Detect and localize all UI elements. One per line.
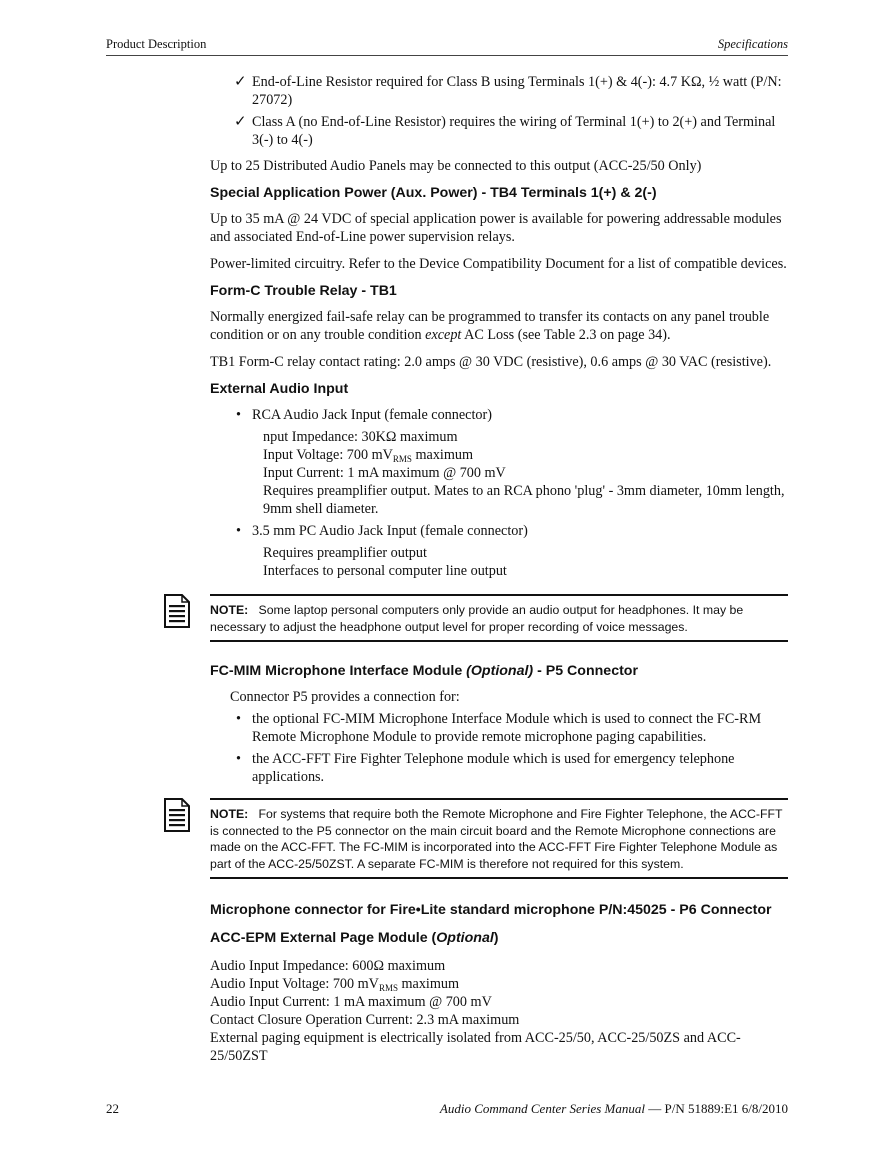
- list-item: [210, 710, 788, 746]
- pc-preamp: Requires preamplifier output: [263, 545, 427, 561]
- checkmark-icon: ✓: [234, 114, 247, 130]
- text-run: ACC-EPM External Page Module (: [210, 930, 437, 946]
- text-run: Normally energized fail-safe relay can be programmed to transfer its contacts on any panel trouble condition or on any trouble condition: [210, 309, 770, 343]
- emphasis-optional: (Optional): [466, 663, 534, 679]
- heading-fc-mim: [210, 662, 788, 680]
- list-item: [210, 522, 788, 540]
- heading-external-audio-input: External Audio Input: [210, 381, 349, 397]
- text-run: - P5 Connector: [533, 663, 638, 679]
- text-run: Input Voltage: 700 mV: [263, 447, 393, 463]
- footer-manual-info: [440, 1101, 788, 1117]
- check-item: [210, 73, 788, 109]
- rca-preamp: Requires preamplifier output. Mates to an RCA phono 'plug' - 3mm diameter, 10mm length, 9mm shell diameter.: [263, 483, 785, 517]
- paragraph-panels: Up to 25 Distributed Audio Panels may be connected to this output (ACC-25/50 Only): [210, 158, 702, 174]
- check-item-text: Class A (no End-of-Line Resistor) requires the wiring of Terminal 1(+) to 2(+) and Terminal 3(-) to 4(-): [252, 114, 776, 148]
- subscript: RMS: [378, 983, 398, 993]
- manual-part-number: — P/N 51889:E1 6/8/2010: [644, 1101, 788, 1116]
- text-run: Audio Input Voltage: 700 mV: [210, 976, 379, 992]
- note-text: For systems that require both the Remote Microphone and Fire Fighter Telephone, the ACC-FFT is connected to the P5 connector on the main circuit board and the Remote Microphone connections are made on the ACC-FFT. The FC-MIM is incorporated into the ACC-FFT Fire Fighter Telephone Module as part of the ACC-25/50ZST. A separate FC-MIM is therefore not required for this system.: [210, 807, 783, 871]
- emphasis-except: except: [425, 327, 462, 343]
- list-item: [210, 406, 788, 424]
- list-item: [210, 750, 788, 786]
- check-item: [210, 113, 788, 149]
- note-label: NOTE:: [210, 807, 249, 821]
- rca-impedance: nput Impedance: 30KΩ maximum: [263, 429, 458, 445]
- heading-acc-epm: [210, 929, 788, 947]
- paragraph-form-c-1: [210, 308, 788, 344]
- bullet-icon: •: [236, 523, 241, 539]
- paragraph-fc-mim-intro: Connector P5 provides a connection for:: [230, 689, 460, 705]
- running-header-left: Product Description: [106, 37, 207, 51]
- list-item-text: the optional FC-MIM Microphone Interface Module which is used to connect the FC-RM Remote Microphone Module to provide remote microphone paging capabilities.: [252, 711, 762, 745]
- text-run: maximum: [411, 447, 474, 463]
- epm-current: Audio Input Current: 1 mA maximum @ 700 mV: [210, 994, 492, 1010]
- note-box: [210, 594, 788, 642]
- heading-form-c-relay: Form-C Trouble Relay - TB1: [210, 283, 397, 299]
- epm-specs: [210, 957, 788, 1065]
- text-run: maximum: [397, 976, 460, 992]
- list-item-text: the ACC-FFT Fire Fighter Telephone module which is used for emergency telephone applications.: [252, 751, 735, 785]
- rca-voltage: [263, 446, 788, 464]
- text-run: FC-MIM Microphone Interface Module: [210, 663, 467, 679]
- bullet-icon: •: [236, 711, 241, 727]
- manual-title: Audio Command Center Series Manual: [439, 1101, 645, 1116]
- running-header-right: Specifications: [717, 37, 788, 51]
- epm-voltage: [210, 975, 788, 993]
- epm-closure: Contact Closure Operation Current: 2.3 mA maximum: [210, 1012, 520, 1028]
- heading-special-application-power: Special Application Power (Aux. Power) - TB4 Terminals 1(+) & 2(-): [210, 185, 657, 201]
- pc-specs: [210, 544, 788, 580]
- epm-isolation: External paging equipment is electrically isolated from ACC-25/50, ACC-25/50ZS and ACC-25/50ZST: [210, 1030, 741, 1064]
- page-number: 22: [106, 1101, 119, 1116]
- note-label: NOTE:: [210, 603, 249, 617]
- rca-specs: [210, 428, 788, 518]
- pc-interface: Interfaces to personal computer line output: [263, 563, 507, 579]
- subscript: RMS: [392, 454, 412, 464]
- note-text: Some laptop personal computers only provide an audio output for headphones. It may be necessary to adjust the headphone output level for proper recording of voice messages.: [210, 603, 744, 634]
- check-item-text: End-of-Line Resistor required for Class B using Terminals 1(+) & 4(-): 4.7 KΩ, ½ watt (P/N: 27072): [252, 74, 782, 108]
- page-content: [210, 73, 788, 1065]
- checkmark-icon: ✓: [234, 74, 247, 90]
- paragraph-sap-2: Power-limited circuitry. Refer to the Device Compatibility Document for a list of compatible devices.: [210, 256, 787, 272]
- text-run: AC Loss (see Table 2.3 on page 34).: [461, 327, 671, 343]
- bullet-icon: •: [236, 751, 241, 767]
- emphasis-optional: Optional: [436, 930, 494, 946]
- text-run: ): [493, 930, 499, 946]
- note-box: [210, 798, 788, 879]
- list-item-text: RCA Audio Jack Input (female connector): [252, 407, 492, 423]
- bullet-icon: •: [236, 407, 241, 423]
- epm-impedance: Audio Input Impedance: 600Ω maximum: [210, 958, 446, 974]
- list-item-text: 3.5 mm PC Audio Jack Input (female connector): [252, 523, 528, 539]
- header-rule: [106, 55, 788, 56]
- rca-current: Input Current: 1 mA maximum @ 700 mV: [263, 465, 506, 481]
- note-icon: [164, 798, 190, 832]
- paragraph-form-c-2: TB1 Form-C relay contact rating: 2.0 amps @ 30 VDC (resistive), 0.6 amps @ 30 VAC (resistive).: [210, 354, 772, 370]
- note-icon: [164, 594, 190, 628]
- heading-microphone-connector: Microphone connector for Fire•Lite standard microphone P/N:45025 - P6 Connector: [210, 902, 772, 918]
- paragraph-sap-1: Up to 35 mA @ 24 VDC of special application power is available for powering addressable modules and associated End-of-Line power supervision relays.: [210, 211, 782, 245]
